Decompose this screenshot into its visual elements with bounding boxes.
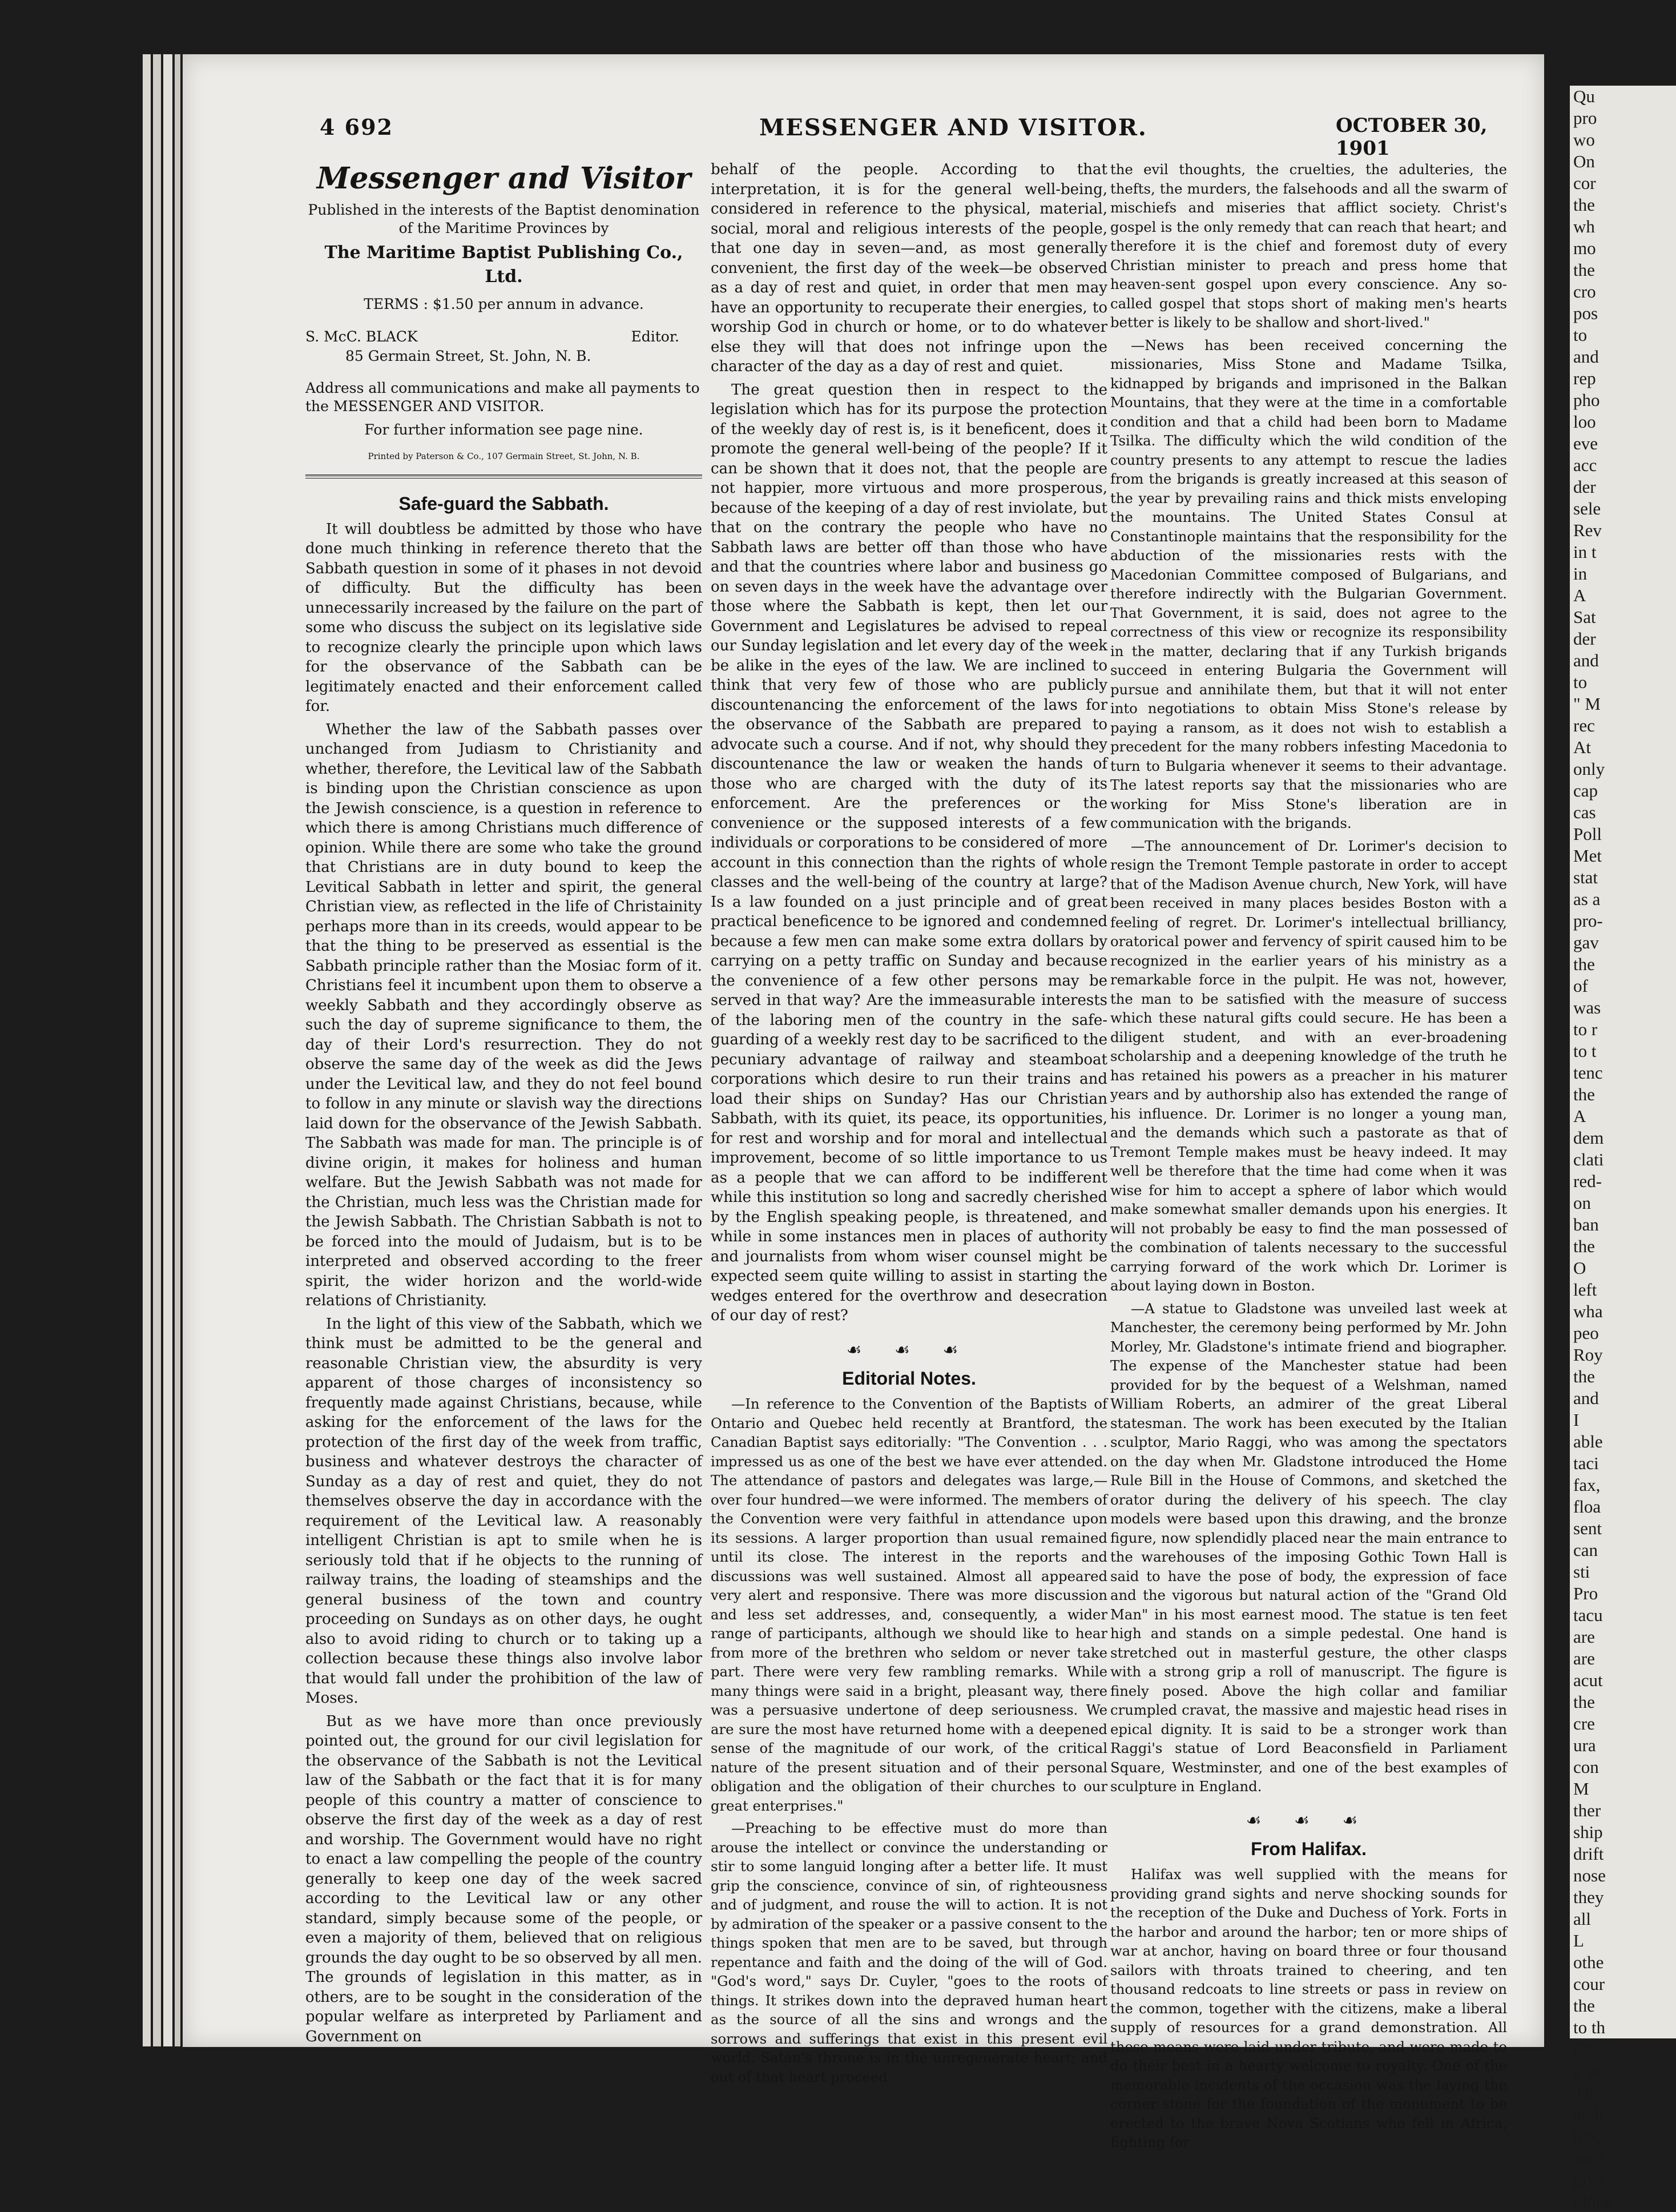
adjacent-page-fragment: fax, — [1573, 1475, 1601, 1495]
adjacent-page-fragment: cor — [1573, 173, 1596, 193]
masthead-title: Messenger and Visitor — [316, 161, 691, 196]
adjacent-page-fragment: acut — [1573, 1670, 1603, 1690]
adjacent-page-fragment: der — [1573, 629, 1596, 649]
adjacent-page-fragment: acc — [1573, 455, 1597, 475]
adjacent-page-fragment: ban — [1573, 1214, 1599, 1234]
adjacent-page-fragment: to t — [1573, 1041, 1597, 1061]
adjacent-page-fragment: eve — [1573, 433, 1598, 453]
page-edge — [163, 54, 172, 2046]
adjacent-page-fragment: der — [1573, 477, 1596, 497]
adjacent-page-fragment: O — [1573, 1258, 1586, 1278]
subscription-terms: TERMS : $1.50 per annum in advance. — [364, 296, 644, 312]
adjacent-page-fragment: gav — [1573, 932, 1599, 952]
adjacent-page-fragment: red- — [1573, 1171, 1602, 1191]
adjacent-page-fragment: the — [1573, 954, 1595, 974]
page-edge — [153, 54, 161, 2046]
adjacent-page-fragment: drift — [1573, 1844, 1604, 1864]
adjacent-page-fragment: I — [1573, 1410, 1580, 1430]
note-paragraph: —Preaching to be effective must do more than arouse the intellect or convince the understanding or stir to some languid longing after a better life. It must grip the conscience, convince of sin, of righteousness and of judgment, and rouse the will to action. It is not by admiration of the speaker or a passive consent to the things spoken that men are to be saved, but through repentance and faith and the doing of the will of God. "God's word," says Dr. Cuyler, "goes to the roots of things. It strikes down into the depraved human heart as the source of all the sins and wrongs and the sorrows and sufferings that exist in this present evil world. Satan's throne is in the unregenerate heart; and out of that heart proceed — [711, 1820, 1107, 2085]
adjacent-page-fragment: pos — [1573, 303, 1598, 323]
note-paragraph: the evil thoughts, the cruelties, the adulteries, the thefts, the murders, the falsehoods and all the swarm of mischiefs and miseries that afflict society. Christ's gospel is the only remedy that can reach that heart; and therefore it is the chief and foremost duty of every Christian minister to preach and press home that heaven-sent gospel upon every conscience. Any so-called gospel that stops short of making men's hearts better is likely to be shallow and short-lived." — [1110, 161, 1507, 331]
article-paragraph: It will doubtless be admitted by those who have done much thinking in reference thereto that the Sabbath question in some of it phases in not devoid of difficulty. But the difficulty has been unnecessarily increased by the failure on the part of some who discuss the subject on its legislative side to recognize clearly the principle upon which laws for the observance of the Sabbath can be legitimately enacted and their enforcement called for. — [305, 520, 702, 715]
adjacent-page-fragment: the — [1573, 195, 1595, 215]
article-paragraph: behalf of the people. According to that interpretation, it is for the general well-being, considered in reference to the physical, material, social, moral and religious interests of the people, that one day in seven—and, as most generally convenient, the first day of the week—be observed as a day of rest and quiet, in order that men may have an opportunity to recuperate their energies, to worship God in church or home, or to do whatever else they will that does not infringe upon the character of the day as a day of rest and quiet. — [711, 161, 1107, 375]
adjacent-page-fragment: On — [1573, 151, 1595, 171]
adjacent-page-fragment: to — [1573, 672, 1588, 692]
running-title: MESSENGER AND VISITOR. — [759, 114, 1147, 141]
adjacent-page-fragment: tacu — [1573, 1605, 1603, 1625]
adjacent-page-fragment: to th — [1573, 2017, 1605, 2037]
adjacent-page-fragment: At — [1573, 737, 1591, 757]
adjacent-page-fragment: on — [1573, 1193, 1591, 1213]
adjacent-page-fragment: L — [1573, 1931, 1584, 1950]
adjacent-page-fragment: con — [1573, 1757, 1599, 1777]
adjacent-page-fragment: cre — [1573, 1714, 1595, 1734]
adjacent-page-fragment: they — [1573, 1887, 1604, 1907]
adjacent-page-fragment: wh — [1573, 216, 1595, 236]
page-edge — [175, 54, 180, 2046]
column-3 — [1110, 160, 1507, 2155]
adjacent-page-fragment: as a — [1573, 889, 1601, 909]
adjacent-page-fragment: A — [1573, 1106, 1586, 1126]
adjacent-page-fragment: " M — [1573, 694, 1601, 714]
adjacent-page-fragment: loo — [1573, 412, 1596, 432]
adjacent-page-fragment: Or — [1573, 2039, 1592, 2059]
adjacent-page-fragment: taci — [1573, 1453, 1599, 1473]
newspaper-page — [183, 54, 1544, 2150]
article-heading-sabbath: Safe-guard the Sabbath. — [398, 493, 609, 514]
adjacent-page-fragment: dem — [1573, 1128, 1604, 1148]
editorial-notes — [711, 1394, 1107, 2086]
adjacent-page-fragment: cas — [1573, 802, 1596, 822]
adjacent-page-fragment: the — [1573, 260, 1595, 280]
issue-date: OCTOBER 30, 1901 — [1336, 114, 1488, 160]
adjacent-page-fragment: peo — [1573, 1323, 1599, 1343]
adjacent-page-fragment: ther — [1573, 1800, 1601, 1820]
editor-address: 85 Germain Street, St. John, N. B. — [345, 348, 591, 364]
page-edge — [143, 54, 151, 2046]
adjacent-page-fragment: Met — [1573, 846, 1602, 866]
adjacent-page-fragment: ance — [1573, 2147, 1606, 2167]
adjacent-page-fragment: pro — [1573, 108, 1597, 128]
running-head — [183, 114, 1544, 160]
adjacent-page-fragment: audi — [1573, 2104, 1604, 2124]
adjacent-page-fragment: to — [1573, 325, 1588, 345]
note-paragraph: —In reference to the Convention of the Baptists of Ontario and Quebec held recently at Brantford, the Canadian Baptist says editorially: "The Convention . . . impressed us as one of the best we have ever attended. The attendance of pastors and delegates was large,—over four hundred—we were informed. The members of the Convention were very faithful in attendance upon its sessions. A larger proportion than usual remained until its close. The interest in the reports and discussions was well sustained. Almost all appeared very alert and responsive. There was more discussion and less set addresses, and, consequently, a wider range of participants, although we should like to hear from more of the brethren who seldom or never take part. There were very few rambling remarks. While many things were said in a bright, pleasant way, there was a persuasive undertone of deep seriousness. We are sure the most have returned home with a deepened sense of the magnitude of our work, of the critical nature of the present situation and of their personal obligation and the obligation of their churches to our great enterprises." — [711, 1395, 1107, 1814]
adjacent-page-fragment: Poll — [1573, 824, 1602, 844]
adjacent-page-fragment: The — [1573, 2082, 1601, 2102]
adjacent-page-fragment: able — [1573, 1431, 1603, 1451]
adjacent-page-fragment: rec — [1573, 715, 1595, 735]
adjacent-page-fragment: globe — [1573, 2191, 1613, 2211]
masthead — [305, 160, 702, 466]
adjacent-page-fragment: Qu — [1573, 86, 1595, 106]
adjacent-page-fragment: othe — [1573, 1952, 1604, 1972]
article-paragraph: The great question then in respect to the legislation which has for its purpose the protection of the weekly day of rest is, is it beneficent, does it promote the general well-being of the people? If it can be shown that it does not, that the people are not happier, more virtuous and more prosperous, because of the keeping of a day of rest inviolate, but that on the contrary the people who have no Sabbath laws are better off than those who have and that the countries where labor and business go on seven days in the week have the advantage over those where the Sabbath is kept, then let our Government and Legislatures be advised to repeal our Sunday legislation and let every day of the week be alike in the eyes of the law. We are inclined to think that very few of those who are publicly discountenancing the enforcement of the laws for the observance of the Sabbath are prepared to advocate such a course. And if not, why should they discountenance the law or weaken the hands of those who are charged with the duty of its enforcement. Are the preferences or the convenience or the supposed interests of a few individuals or corporations to be considered of more account in this connection than the rights of whole classes and the well-being of the country at large? Is a law founded on a just principle and of great practical beneficence to be ignored and condemned because a few men can make some extra dollars by carrying on a petty traffic on Sunday and because the convenience of a few other persons may be served in that way? Are the immeasurable interests of the laboring men of the country in the safe-guarding of a weekly rest day to be sacrificed to the pecuniary advantage of railway and steamboat corporations which desire to run their trains and load their ships on Sunday? Has our Christian Sabbath, with its quiet, its peace, its opportunities, for rest and worship and for moral and intellectual improvement, become of so little importance to us as a people that we can afford to be indifferent while this institution so long and sacredly cherished by the English speaking people, is threatened, and while in some instances men in places of authority and journalists from whom wiser counsel might be expected seem quite willing to assist in starting the wedges entered for the overthrow and desecration of our day of rest? — [711, 381, 1107, 1324]
adjacent-page-fragment: and — [1573, 347, 1599, 367]
adjacent-page-fragment: the — [1573, 1084, 1595, 1104]
article-heading-editorial-notes: Editorial Notes. — [842, 1368, 976, 1389]
adjacent-page-fragment: Roy — [1573, 1345, 1603, 1365]
adjacent-page-fragment: was — [1573, 998, 1601, 1017]
section-ornament: ☙ ☙ ☙ — [846, 1340, 972, 1360]
adjacent-page-fragment: can — [1573, 1540, 1598, 1560]
adjacent-page-edge — [1570, 86, 1676, 2211]
note-paragraph: —The announcement of Dr. Lorimer's decision to resign the Tremont Temple pastorate in order to accept that of the Madison Avenue church, New York, will have been received in many places besides Boston with a feeling of regret. Dr. Lorimer's intellectual brilliancy, oratorical power and fervency of spirit caused him to be recognized in the earlier years of his ministry as a remarkable force in the pulpit. He was not, however, the man to be satisfied with the measure of success which these natural gifts could secure. He has been a diligent student, and with an ever-broadening scholarship and a deepening knowledge of the truth he has retained his powers as a preacher in his maturer years and by authorship also has extended the range of his influence. Dr. Lorimer is no longer a young man, and the demands which such a pastorate as that of Tremont Temple makes must be heavy indeed. It may well be therefore that the time had come when it was wise for him to accept a sphere of labor which would make somewhat smaller demands upon his energies. It will not probably be easy to find the man possessed of the combination of talents necessary to the successful carrying forward of the work which Dr. Lorimer is about laying down in Boston. — [1110, 837, 1507, 1294]
editor-line — [305, 327, 702, 347]
adjacent-page-fragment: pho — [1573, 390, 1600, 410]
adjacent-page-fragment: stat — [1573, 867, 1598, 887]
adjacent-page-fragment: in — [1573, 564, 1588, 584]
article-paragraph: But as we have more than once previously pointed out, the ground for our civil legislation for the observance of the Sabbath is not the Levitical law of the Sabbath or the fact that it is for many people of this country a matter of conscience to observe the first day of the week as a day of rest and worship. The Government would have no right to enact a law compelling the people of the country generally to keep one day of the week sacred according to the Levitical law or any other standard, simply because some of the people, or even a majority of them, believed that on religious grounds the day ought to be so observed by all men. The grounds of legislation in this matter, as in others, are to be sought in the consideration of the popular welfare as interpreted by Parliament and Government on — [305, 1712, 702, 2045]
adjacent-page-fragment: ship — [1573, 1822, 1603, 1842]
editor-role: Editor. — [631, 328, 679, 345]
adjacent-page-fragment: and — [1573, 650, 1599, 670]
adjacent-page-fragment: nose — [1573, 1865, 1606, 1885]
adjacent-page-fragment: a so — [1573, 2061, 1602, 2081]
editor-name: S. McC. BLACK — [305, 328, 418, 345]
adjacent-page-fragment: Sat — [1573, 607, 1596, 627]
adjacent-page-fragment: ton, — [1573, 2126, 1601, 2146]
adjacent-page-fragment: sent — [1573, 1518, 1602, 1538]
adjacent-page-fragment: sele — [1573, 498, 1601, 518]
adjacent-page-fragment: pro- — [1573, 911, 1603, 931]
adjacent-page-fragment: Rev — [1573, 520, 1602, 540]
adjacent-page-fragment: cro — [1573, 281, 1596, 301]
adjacent-page-fragment: in t — [1573, 542, 1597, 562]
adjacent-page-fragment: wha — [1573, 1301, 1603, 1321]
note-paragraph: —News has been received concerning the missionaries, Miss Stone and Madame Tsilka, kidnapped by brigands and imprisoned in the Balkan Mountains, that they were at the time in a comfortable condition and that a child had been born to Madame Tsilka. The difficulty which the wild condition of the country presents to any attempt to rescue the ladies from the brigands is greatly increased at this season of the year by prevailing rains and thick mists enveloping the mountains. The United States Consul at Constantinople maintains that the responsibility for the abduction of the missionaries rests with the Macedonian Committee composed of Bulgarians, and therefore indirectly with the Bulgarian Government. That Government, it is said, does not agree to the correctness of this view or recognize its responsibility in the matter, declaring that if any Turkish brigands succeed in entering Bulgaria the Government will pursue and annihilate them, but that it will not enter into negotiations to obtain Miss Stone's release by paying a ransom, as it does not wish to establish a precedent for the many robbers infesting Macedonia to turn to Bulgaria whenever it seems to their advantage. The latest reports say that the missionaries who are working for Miss Stone's liberation are in communication with the brigands. — [1110, 336, 1507, 831]
article-heading-halifax: From Halifax. — [1251, 1839, 1367, 1859]
note-paragraph: —A statue to Gladstone was unveiled last week at Manchester, the ceremony being performed by Mr. John Morley, Mr. Gladstone's intimate friend and biographer. The expense of the Manchester statue had been provided for by the bequest of a Welshman, named William Roberts, an admirer of the great Liberal statesman. The work has been executed by the Italian sculptor, Mario Raggi, who was among the spectators on the day when Mr. Gladstone introduced the Home Rule Bill in the House of Commons, and sketched the orator during the delivery of his speech. The clay models were based upon this drawing, and the bronze figure, now splendidly placed near the main entrance to the warehouses of the imposing Gothic Town Hall is said to have the pose of body, the expression of face and the vigorous but natural action of the "Grand Old Man" in his most earnest mood. The statue is ten feet high and stands on a simple pedestal. One hand is stretched out in masterful gesture, the other clasps with a strong grip a roll of manuscript. The figure is finely posed. Above the high collar and familiar crumpled cravat, the massive and majestic head rises in epical dignity. It is said to be a stronger work than Raggi's statue of Lord Beaconsfield in Parliament Square, Westminster, and one of the best examples of sculpture in England. — [1110, 1300, 1507, 1795]
masthead-subtitle: Published in the interests of the Baptist denomination of the Maritime Provinces by — [308, 202, 700, 236]
adjacent-page-fragment: cap — [1573, 781, 1598, 801]
adjacent-page-fragment: M — [1573, 1779, 1589, 1799]
adjacent-page-fragment: of — [1573, 976, 1588, 996]
section-ornament: ☙ ☙ ☙ — [1246, 1810, 1372, 1831]
adjacent-page-fragment: rep — [1573, 368, 1596, 388]
printer-line: Printed by Paterson & Co., 107 Germain Street, St. John, N. B. — [368, 451, 640, 461]
adjacent-page-fragment: the — [1573, 1366, 1595, 1386]
divider-rule — [305, 474, 702, 478]
adjacent-page-fragment: clati — [1573, 1149, 1604, 1169]
adjacent-page-fragment: wo — [1573, 130, 1595, 150]
adjacent-page-fragment: the — [1573, 1996, 1595, 2016]
adjacent-page-fragment: floa — [1573, 1497, 1601, 1517]
adjacent-page-fragment: the — [1573, 1236, 1595, 1256]
adjacent-page-fragment: to r — [1573, 1019, 1598, 1039]
adjacent-page-fragment: are — [1573, 1627, 1595, 1647]
adjacent-page-fragment: cour — [1573, 1974, 1605, 1994]
adjacent-page-fragment: all — [1573, 1909, 1591, 1929]
page-number: 4 692 — [320, 114, 393, 140]
publisher-name: The Maritime Baptist Publishing Co., Ltd. — [324, 243, 683, 287]
adjacent-page-fragment: sti — [1573, 1562, 1590, 1582]
adjacent-page-fragment: are — [1573, 1648, 1595, 1668]
address-notice: Address all communications and make all payments to the MESSENGER AND VISITOR. — [305, 379, 700, 415]
adjacent-page-fragment: ura — [1573, 1735, 1596, 1755]
adjacent-page-fragment: left — [1573, 1280, 1597, 1300]
article-paragraph: Whether the law of the Sabbath passes over unchanged from Judiasm to Christianity and whether, therefore, the Levitical law of the Sabbath is binding upon the Christian conscience as upon the Jewish conscience, is a question in reference to which there is among Christians much difference of opinion. While there are some who take the ground that Christians are in duty bound to keep the Levitical Sabbath in letter and spirit, the general Christian view, as reflected in the life of Christainity perhaps more than in its creeds, would appear to be that the thing to be preserved as essential is the Sabbath principle rather than the Mosiac form of it. Christians feel it incumbent upon them to observe a weekly Sabbath and they accordingly observe as such the day of supreme significance to them, the day of their Lord's resurrection. They do not observe the same day of the week as did the Jews under the Levitical law, and they do not feel bound to follow in any minute or slavish way the directions laid down for the observance of the Jewish Sabbath. The Sabbath was made for man. The principle is of divine origin, it makes for holiness and human welfare. But the Jewish Sabbath was not made for the Christian, much less was the Christian made for the Jewish Sabbath. The Christian Sabbath is not to be forced into the mould of Judaism, but is to be interpreted and observed according to the freer spirit, the wider horizon and the world-wide relations of Christianity. — [305, 721, 702, 1309]
adjacent-page-fragment: give — [1573, 2169, 1604, 2189]
adjacent-page-fragment: tenc — [1573, 1063, 1603, 1083]
adjacent-page-fragment: and — [1573, 1388, 1599, 1408]
adjacent-page-fragment: mo — [1573, 238, 1596, 258]
adjacent-page-fragment: the — [1573, 1692, 1595, 1712]
article-paragraph: In the light of this view of the Sabbath, which we think must be admitted to be the general and reasonable Christian view, the absurdity is very apparent of those charges of inconsistency so frequently made against Christians, because, while asking for the enforcement of the laws for the protection of the first day of the week from traffic, business and whatever destroys the character of Sunday as a day of rest and quiet, they do not themselves observe the day in accordance with the requirement of the Levitical law. A reasonably intelligent Christian is apt to smile when he is seriously told that if he objects to the running of railway trains, the loading of steamships and the general business of the town and country proceeding on Sundays as on other days, he ought also to avoid riding to church or to taking up a collection because these things also involve labor that would fall under the prohibition of the law of Moses. — [305, 1315, 702, 1707]
adjacent-page-fragment: Pro — [1573, 1583, 1598, 1603]
adjacent-page-fragment: A — [1573, 585, 1586, 605]
adjacent-page-fragment: only — [1573, 759, 1605, 779]
column-1 — [305, 160, 702, 2050]
column-2 — [711, 160, 1107, 2090]
article-paragraph: Halifax was well supplied with the means for providing grand sights and nerve shocking sounds for the reception of the Duke and Duchess of York. Forts in the harbor and around the harbor; ten or more ships of war at anchor, having on board three or four thousand sailors with throats trained to cheering, and ten thousand redcoats to line streets or pass in review on the common, together with the citizens, make a liberal supply of resources for a grand demonstration. All these means were laid under tribute, and were made to do their best in a hearty welcome to royalty. One of the memorable incidents of the occasion was the laying the corner stone for the foundation of the monument to be erected to the brave Nova Scotians who fell in Africa, fighting for — [1110, 1866, 1507, 2150]
further-info: For further information see page nine. — [364, 421, 643, 438]
